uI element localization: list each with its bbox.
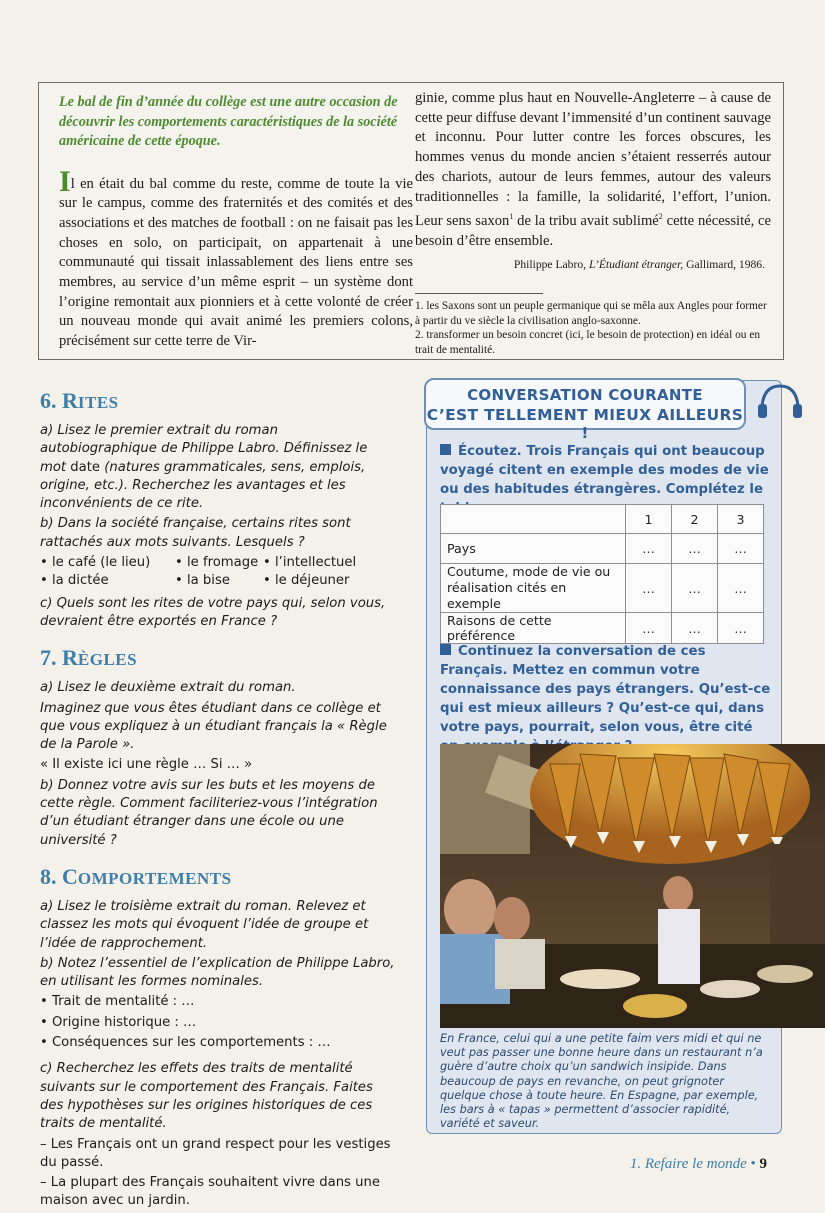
footnote-divider	[415, 293, 543, 294]
instruction-6a	[40, 422, 396, 513]
rites-word-list	[40, 554, 396, 591]
instruction-6b: b) Dans la société française, certains rites sont rattachés aux mots suivants. Lesquels ?	[40, 516, 351, 550]
square-bullet-icon	[440, 644, 451, 655]
table-row	[441, 613, 764, 644]
conversation-heading-line2: C’EST TELLEMENT MIEUX AILLEURS !	[426, 406, 744, 442]
discussion-instruction-text: Continuez la conversation de ces Français. Mettez en commun votre connaissance des pays étrangers. Qu’est-ce qui est mieux ailleurs ? Qu’est-ce qui, dans votre pays, pourrait, selon vous, être cité	[440, 644, 771, 735]
instruction-7b: b) Donnez votre avis sur les buts et les moyens de cette règle. Comment faciliteriez-vous l’intégration d’un étudiant étranger dans une école ou une université ?	[40, 777, 378, 848]
answer-table	[440, 504, 764, 644]
list-item: • l’intellectuel	[263, 555, 357, 571]
discussion-instruction	[440, 642, 772, 756]
page-footer	[630, 1156, 767, 1173]
excerpt-right-body-a: ginie, comme plus haut en Nouvelle-Angleterre – à cause de cette peur diffuse devant l’immensité d’un continent sauvage et inconnu. Pour lutter contre les forces obscures, les hommes venus du monde ancien s’étaient resserrés autour des chariots, autour de leurs femmes, autour des valeurs traditionnelles : la famille, la solidarité, l’effort, l’union. Leur sens saxon	[415, 90, 771, 230]
table-corner	[441, 505, 626, 534]
excerpt-intro: Le bal de fin d’année du collège est une autre occasion de découvrir les comportements caractéristiques de la société américaine de cette époque.	[59, 94, 398, 149]
citation-author: Philippe Labro,	[513, 258, 587, 272]
blank-cell[interactable]: …	[672, 564, 718, 613]
list-item: • le déjeuner	[263, 573, 350, 589]
tapas-bar-illustration	[440, 744, 825, 1028]
list-item: • Trait de mentalité : …	[40, 994, 195, 1010]
column-header: 2	[672, 505, 718, 534]
blank-cell[interactable]: …	[626, 534, 672, 564]
table-row	[441, 534, 764, 564]
list-item: • le fromage	[175, 555, 259, 571]
section-title-cap: R	[62, 645, 78, 671]
list-item: • Conséquences sur les comportements : …	[40, 1035, 331, 1051]
table-row	[441, 564, 764, 613]
instruction-8a: a) Lisez le troisième extrait du roman. Relevez et classez les mots qui évoquent l’idée de groupe et l’idée de rapprochement.	[40, 898, 369, 951]
instruction-6c: c) Quels sont les rites de votre pays qui, selon vous, devraient être exportés en France ?	[40, 595, 386, 629]
rule-quote: « Il existe ici une règle … Si … »	[40, 757, 253, 773]
exercises-column	[40, 388, 396, 1213]
conversation-heading	[424, 378, 746, 442]
statement-1: – Les Français ont un grand respect pour les vestiges du passé.	[40, 1136, 391, 1170]
square-bullet-icon	[440, 444, 451, 455]
excerpt-right-text	[415, 89, 771, 251]
excerpt-right-body-c: cette nécessité, ce besoin d’être ensemble.	[415, 213, 772, 249]
instruction-8b: b) Notez l’essentiel de l’explication de Philippe Labro, en utilisant les formes nominales.	[40, 955, 395, 990]
blank-cell[interactable]: …	[626, 613, 672, 644]
conversation-heading-line1: CONVERSATION COURANTE	[467, 386, 703, 404]
section-title-cap: R	[62, 388, 78, 413]
page-number: 9	[759, 1156, 767, 1172]
excerpt-box	[38, 82, 784, 360]
footnote-ref-1: 1	[509, 212, 514, 222]
row-label: Pays	[441, 534, 626, 564]
row-label: Raisons de cette préférence	[441, 613, 626, 644]
column-header: 1	[626, 505, 672, 534]
drop-cap: I	[59, 164, 71, 198]
table-header-row	[441, 505, 764, 534]
chapter-title: 1. Refaire le monde	[629, 1156, 747, 1172]
instruction-6a-text: a) Lisez le premier extrait du roman autobiographique de Philippe Labro. Définissez le mot	[40, 423, 368, 475]
listening-instruction-text: Écoutez. Trois Français qui ont beaucoup voyagé citent en exemple des modes de vie ou des habitudes étrangères. Complétez le	[440, 444, 769, 497]
excerpt-right-body-b: de la tribu avait sublimé	[513, 213, 659, 230]
citation	[415, 258, 765, 271]
list-item: • Origine historique : …	[40, 1014, 197, 1030]
list-item: • la bise	[175, 573, 230, 589]
instruction-6a-rest: (natures grammaticales, sens, emplois, origine, etc.). Recherchez les avantages et les inconvénients de ce rite.	[40, 459, 366, 512]
section-number: 7.	[40, 645, 57, 671]
citation-title: L’Étudiant étranger,	[588, 258, 684, 272]
blank-cell[interactable]: …	[718, 613, 764, 644]
statement-2: – La plupart des Français souhaitent vivre dans une maison avec un jardin.	[40, 1175, 380, 1209]
footer-separator: •	[750, 1156, 756, 1172]
section-title-comportements	[40, 864, 396, 892]
keyword-date: date	[70, 459, 101, 475]
section-number: 6.	[40, 388, 57, 413]
blank-cell[interactable]: …	[672, 534, 718, 564]
column-header: 3	[718, 505, 764, 534]
list-item: • le café (le lieu)	[40, 555, 151, 571]
section-title-rest: ITES	[77, 393, 119, 412]
excerpt-right-column	[415, 89, 771, 357]
footnote-2: 2. transformer un besoin concret (ici, le besoin de protection) en idéal ou en trait de mentalité.	[415, 329, 761, 356]
blank-cell[interactable]: …	[672, 613, 718, 644]
blank-cell[interactable]: …	[718, 534, 764, 564]
section-title-regles	[40, 645, 396, 673]
excerpt-left-column	[59, 89, 413, 352]
blank-cell[interactable]: …	[718, 564, 764, 613]
instruction-7a: a) Lisez le deuxième extrait du roman.	[40, 680, 296, 696]
excerpt-left-text	[59, 164, 413, 352]
tapas-bar-photo	[440, 744, 825, 1028]
answer-table-wrap	[440, 504, 764, 644]
footnote-1: 1. les Saxons sont un peuple germanique qui se mêla aux Angles pour former à partir du ve siècle la civilisation anglo-saxonne.	[415, 300, 767, 327]
footnote-ref-2: 2	[658, 212, 663, 222]
row-label: Coutume, mode de vie ou réalisation cités en exemple	[441, 564, 626, 613]
section-number: 8.	[40, 863, 57, 889]
excerpt-left-body: l en était du bal comme du reste, comme de toute la vie sur le campus, comme des fraternités et des comités et des associations et des matches de football : on ne faisait pas les choses en solo, on participait, on appartenait à une communauté qui tissait inlassablement des liens entre ses membres, au service d’un même esprit – un système dont l’origine remontait aux pionniers et à cette volonté de créer un nouveau monde qui avait animé les premiers colons, précisément sur cette terre de Vir-	[59, 175, 413, 350]
section-title-rest: OMPORTEMENTS	[77, 868, 232, 888]
headphones-icon	[756, 382, 804, 422]
list-item: • la dictée	[40, 573, 109, 589]
instruction-7a-2: Imaginez que vous êtes étudiant dans ce collège et que vous expliquez à un étudiant français la « Règle de la Parole ».	[40, 700, 387, 753]
photo-caption: En France, celui qui a une petite faim vers midi et qui ne veut pas passer une bonne heure dans un restaurant n’a guère d’autre choix qu’un sandwich insipide. Dans beaucoup de pays en revanche, on peut grignoter quelque chose à toute heure. En Espagne, par exemple, les bars à « tapas » permettent d’associer rapidité, variété et saveur.	[440, 1032, 763, 1131]
section-title-rest: ÈGLES	[77, 650, 138, 670]
citation-publisher: Gallimard, 1986.	[686, 258, 765, 272]
blank-cell[interactable]: …	[626, 564, 672, 613]
instruction-8c: c) Recherchez les effets des traits de mentalité suivants sur le comportement des Français. Faites des hypothèses sur les origines historiques de ces traits de mentalité.	[40, 1061, 373, 1132]
section-title-cap: C	[62, 863, 78, 889]
section-title-rites	[40, 388, 396, 416]
